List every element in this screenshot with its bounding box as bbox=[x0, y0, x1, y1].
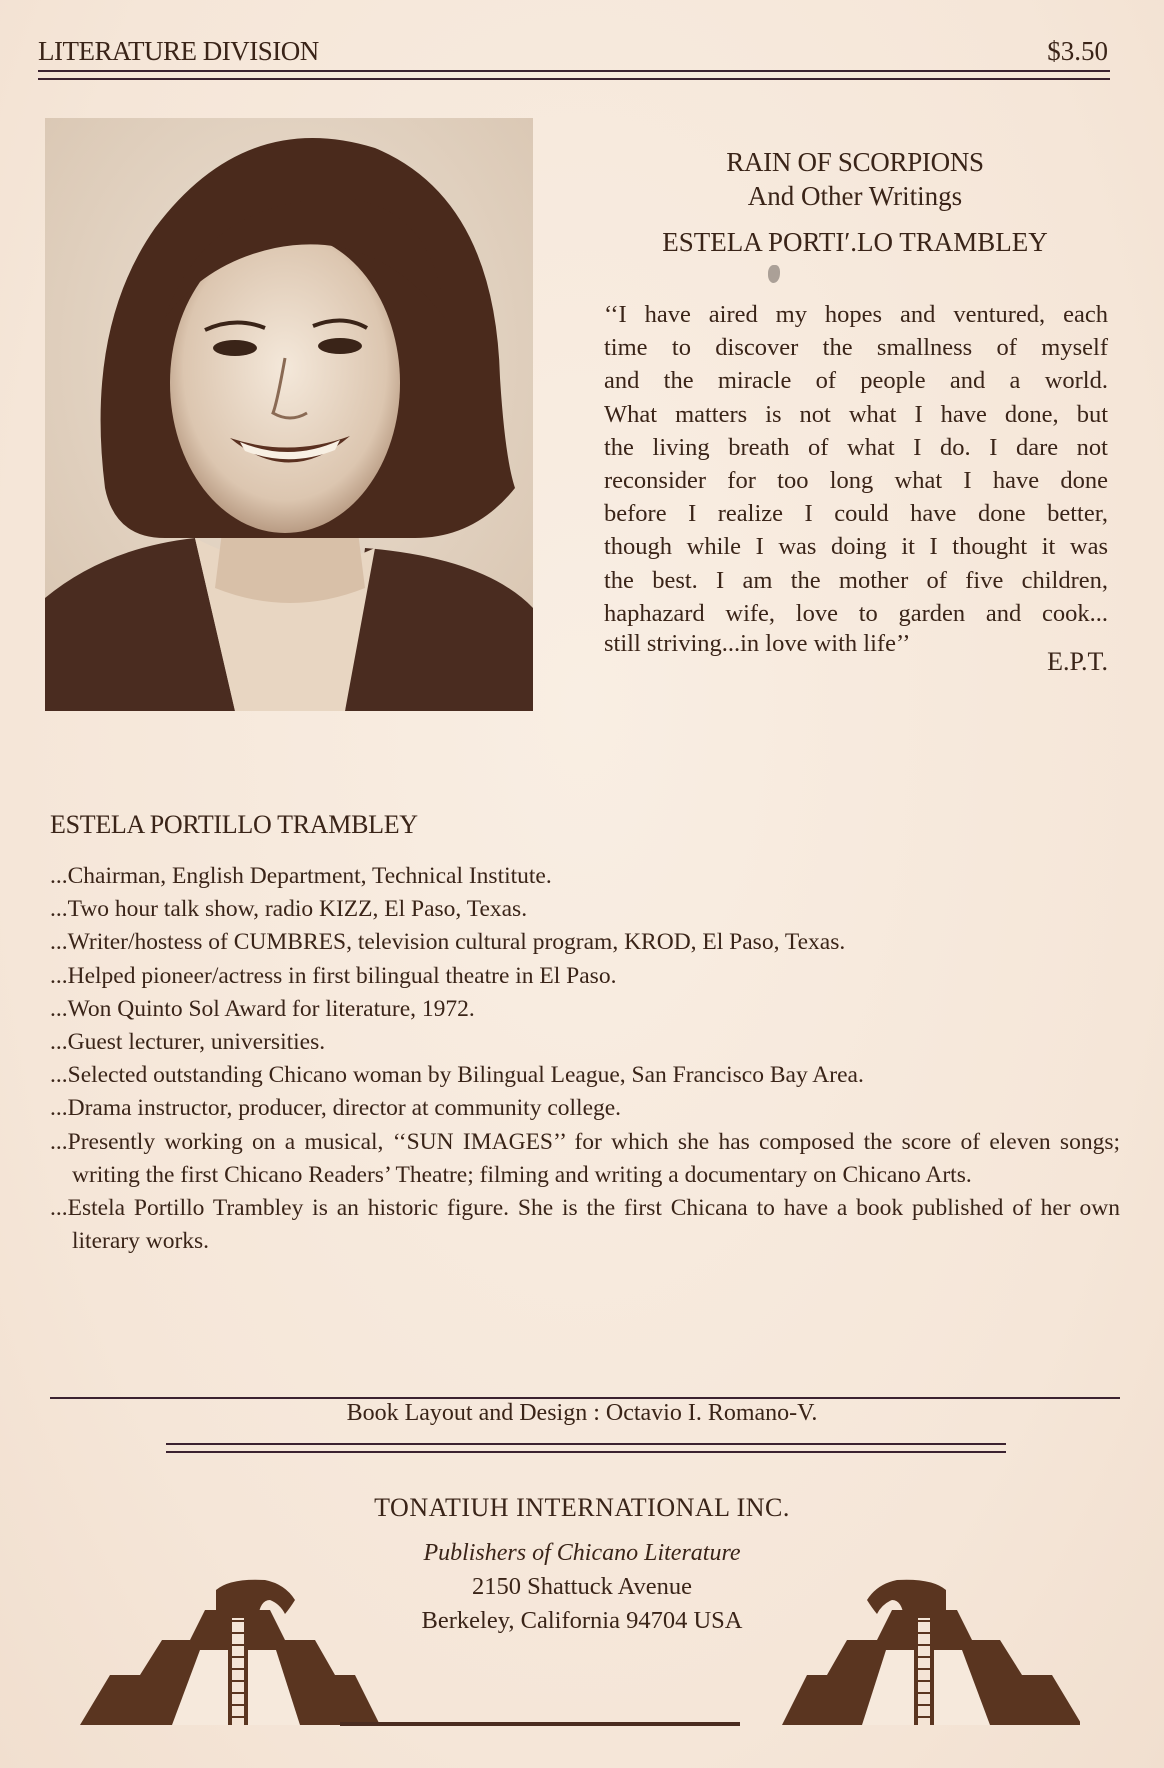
publisher-tagline: Publishers of Chicano Literature bbox=[423, 1540, 741, 1566]
header-rule bbox=[38, 70, 1110, 80]
portrait-image bbox=[45, 118, 533, 711]
eagle-pyramid-logo bbox=[80, 1570, 1080, 1730]
book-title: RAIN OF SCORPIONS bbox=[726, 147, 984, 177]
quote-last-line: still striving...in love with life’’ bbox=[604, 630, 911, 657]
author-quote bbox=[604, 298, 1108, 630]
author-photo bbox=[45, 118, 533, 711]
address-line-1: 2150 Shattuck Avenue bbox=[471, 1573, 692, 1600]
quote-initials: E.P.T. bbox=[1047, 647, 1108, 676]
bio-item: ...Estela Portillo Trambley is an historic figure. She is the first Chicana to have a book published of her own literary works. bbox=[50, 1195, 1120, 1255]
bio-item: ...Guest lecturer, universities. bbox=[50, 1029, 326, 1056]
right-pyramid-icon bbox=[782, 1580, 1080, 1725]
bio-item: ...Presently working on a musical, ‘‘SUN IMAGES’’ for which she has composed the score of eleven songs; writing the first Chicano Readers’ Theatre; filming and writing a documentary on Chicano Arts. bbox=[50, 1128, 1120, 1188]
quote-line: the best. I am the mother of five children, bbox=[604, 566, 1108, 594]
quote-line: the living breath of what I do. I dare not bbox=[604, 433, 1108, 461]
bio-item: ...Drama instructor, producer, director at community college. bbox=[50, 1095, 622, 1122]
logo-baseline bbox=[340, 1722, 740, 1726]
quote-line: though while I was doing it I thought it was bbox=[604, 533, 1108, 561]
book-subtitle: And Other Writings bbox=[747, 181, 963, 211]
division-label: LITERATURE DIVISION bbox=[38, 36, 319, 66]
bio-item: ...Chairman, English Department, Technical Institute. bbox=[50, 863, 552, 889]
bio-item: ...Two hour talk show, radio KIZZ, El Paso, Texas. bbox=[50, 896, 528, 923]
book-title-block bbox=[580, 145, 1130, 259]
book-author: ESTELA PORTIʹ.LO TRAMBLEY bbox=[662, 227, 1048, 257]
price-label: $3.50 bbox=[1047, 36, 1108, 66]
ink-smudge bbox=[768, 265, 780, 283]
quote-line: reconsider for too long what I have done bbox=[604, 467, 1108, 495]
bio-heading: ESTELA PORTILLO TRAMBLEY bbox=[50, 810, 418, 839]
publisher-name: TONATIUH INTERNATIONAL INC. bbox=[374, 1493, 790, 1522]
credit-rule-bottom bbox=[166, 1443, 1006, 1453]
bio-item: ...Won Quinto Sol Award for literature, 1972. bbox=[50, 995, 475, 1022]
quote-line: What matters is not what I have done, but bbox=[604, 400, 1108, 428]
left-pyramid-icon bbox=[80, 1580, 380, 1725]
address-line-2: Berkeley, California 94704 USA bbox=[421, 1607, 743, 1634]
bio-item: ...Helped pioneer/actress in first bilingual theatre in El Paso. bbox=[50, 962, 617, 989]
design-credit: Book Layout and Design : Octavio I. Romano-V. bbox=[346, 1400, 818, 1426]
quote-line: haphazard wife, love to garden and cook... bbox=[604, 599, 1108, 627]
bio-list bbox=[50, 860, 1120, 1258]
credit-rule-top bbox=[50, 1397, 1120, 1399]
bio-item: ...Writer/hostess of CUMBRES, television cultural program, KROD, El Paso, Texas. bbox=[50, 929, 846, 956]
quote-line: ‘‘I have aired my hopes and ventured, each bbox=[604, 301, 1108, 328]
quote-line: and the miracle of people and a world. bbox=[604, 367, 1108, 395]
bio-item: ...Selected outstanding Chicano woman by Bilingual League, San Francisco Bay Area. bbox=[50, 1062, 864, 1089]
quote-line: before I realize I could have done better, bbox=[604, 500, 1108, 528]
quote-line: time to discover the smallness of myself bbox=[604, 334, 1108, 362]
